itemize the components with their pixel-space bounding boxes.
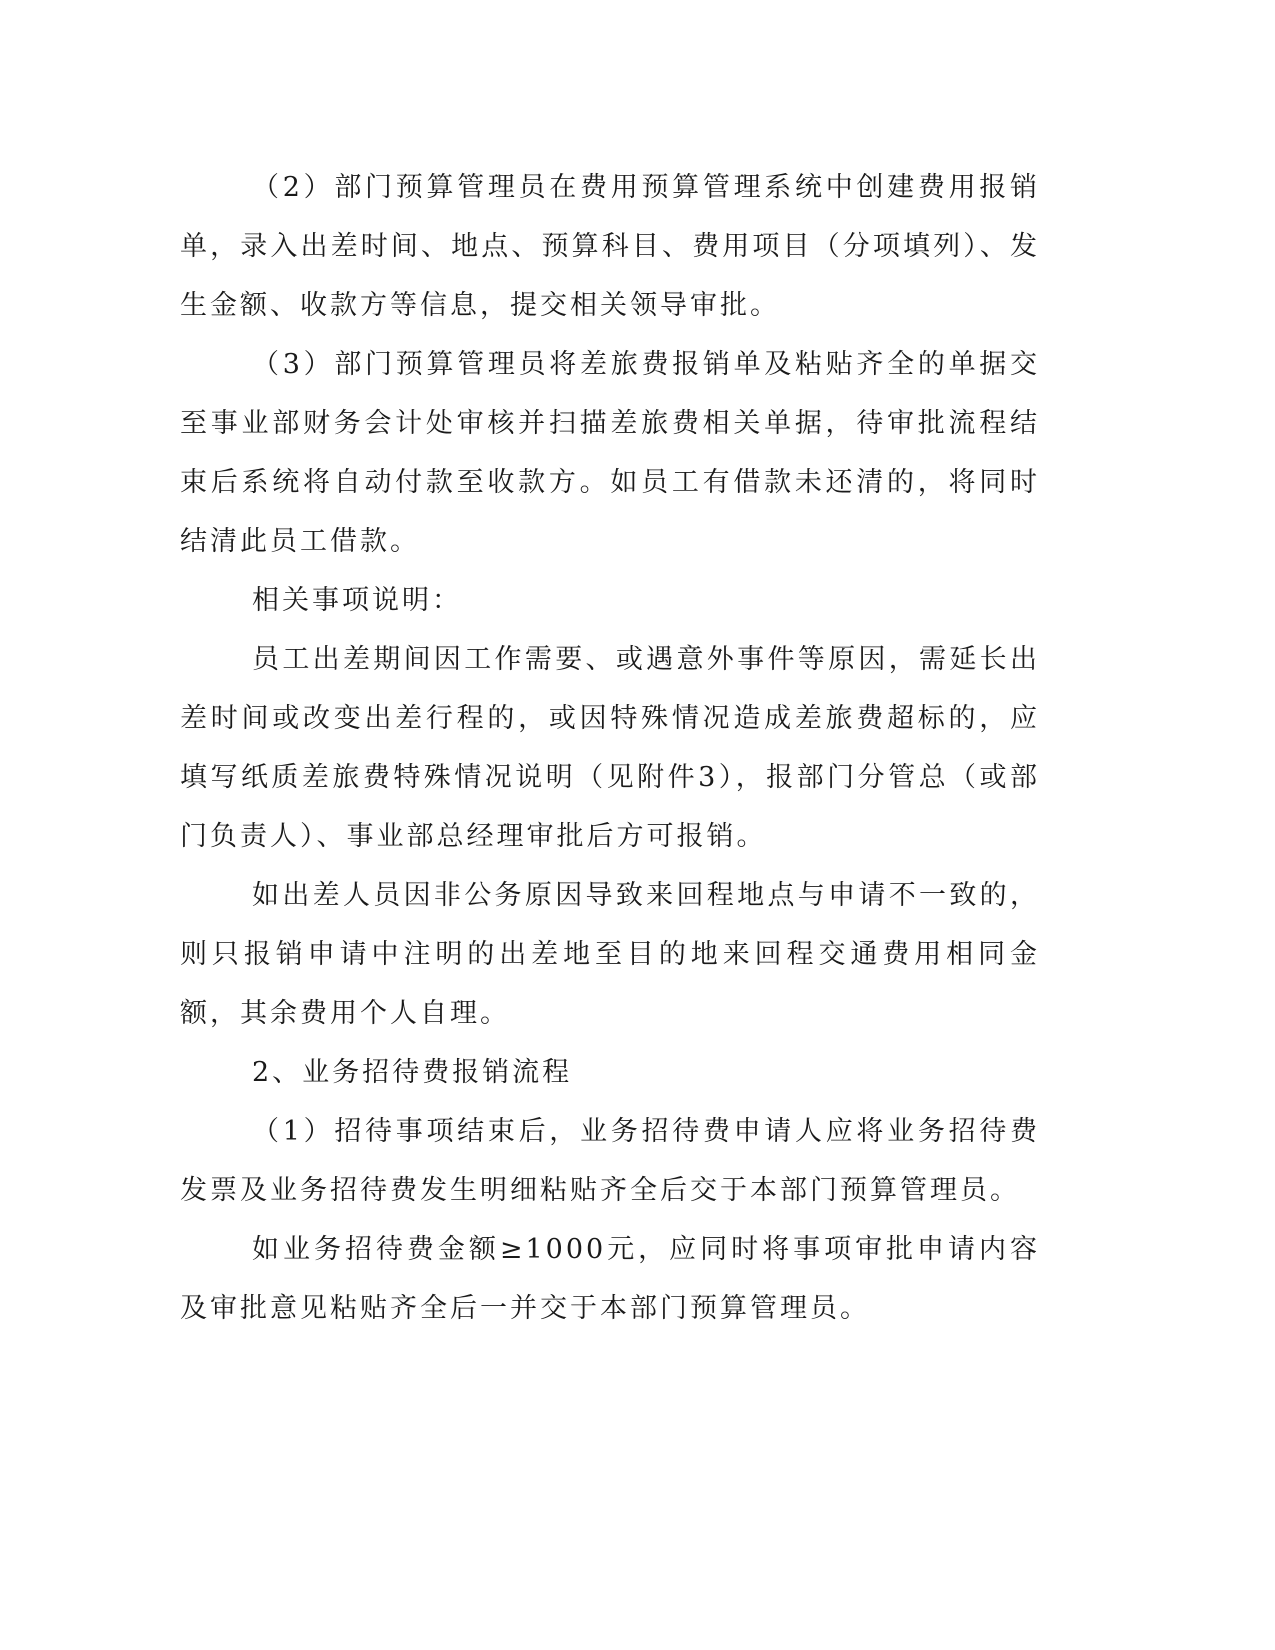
section-heading-entertainment-reimbursement: 2、业务招待费报销流程: [252, 1057, 573, 1088]
paragraph-related-notes-heading: 相关事项说明：: [252, 585, 462, 616]
paragraph-reimbursement-step-2: （2）部门预算管理员在费用预算管理系统中创建费用报销单，录入出差时间、地点、预算科目、费用项目（分项填列）、发生金额、收款方等信息，提交相关领导审批。: [180, 172, 1040, 321]
document-body: [180, 158, 1040, 1338]
paragraph-entertainment-threshold-note: 如业务招待费金额≥1000元，应同时将事项审批申请内容及审批意见粘贴齐全后一并交于本部门预算管理员。: [180, 1234, 1040, 1324]
paragraph-non-business-route-note: 如出差人员因非公务原因导致来回程地点与申请不一致的，则只报销申请中注明的出差地至目的地来回程交通费用相同金额，其余费用个人自理。: [180, 880, 1040, 1029]
paragraph-trip-extension-note: 员工出差期间因工作需要、或遇意外事件等原因，需延长出差时间或改变出差行程的，或因特殊情况造成差旅费超标的，应填写纸质差旅费特殊情况说明（见附件3），报部门分管总（或部门负责人）、事业部总经理审批后方可报销。: [180, 644, 1040, 852]
paragraph-entertainment-step-1: （1）招待事项结束后，业务招待费申请人应将业务招待费发票及业务招待费发生明细粘贴齐全后交于本部门预算管理员。: [180, 1116, 1040, 1206]
paragraph-reimbursement-step-3: （3）部门预算管理员将差旅费报销单及粘贴齐全的单据交至事业部财务会计处审核并扫描差旅费相关单据，待审批流程结束后系统将自动付款至收款方。如员工有借款未还清的，将同时结清此员工借款。: [180, 349, 1040, 557]
